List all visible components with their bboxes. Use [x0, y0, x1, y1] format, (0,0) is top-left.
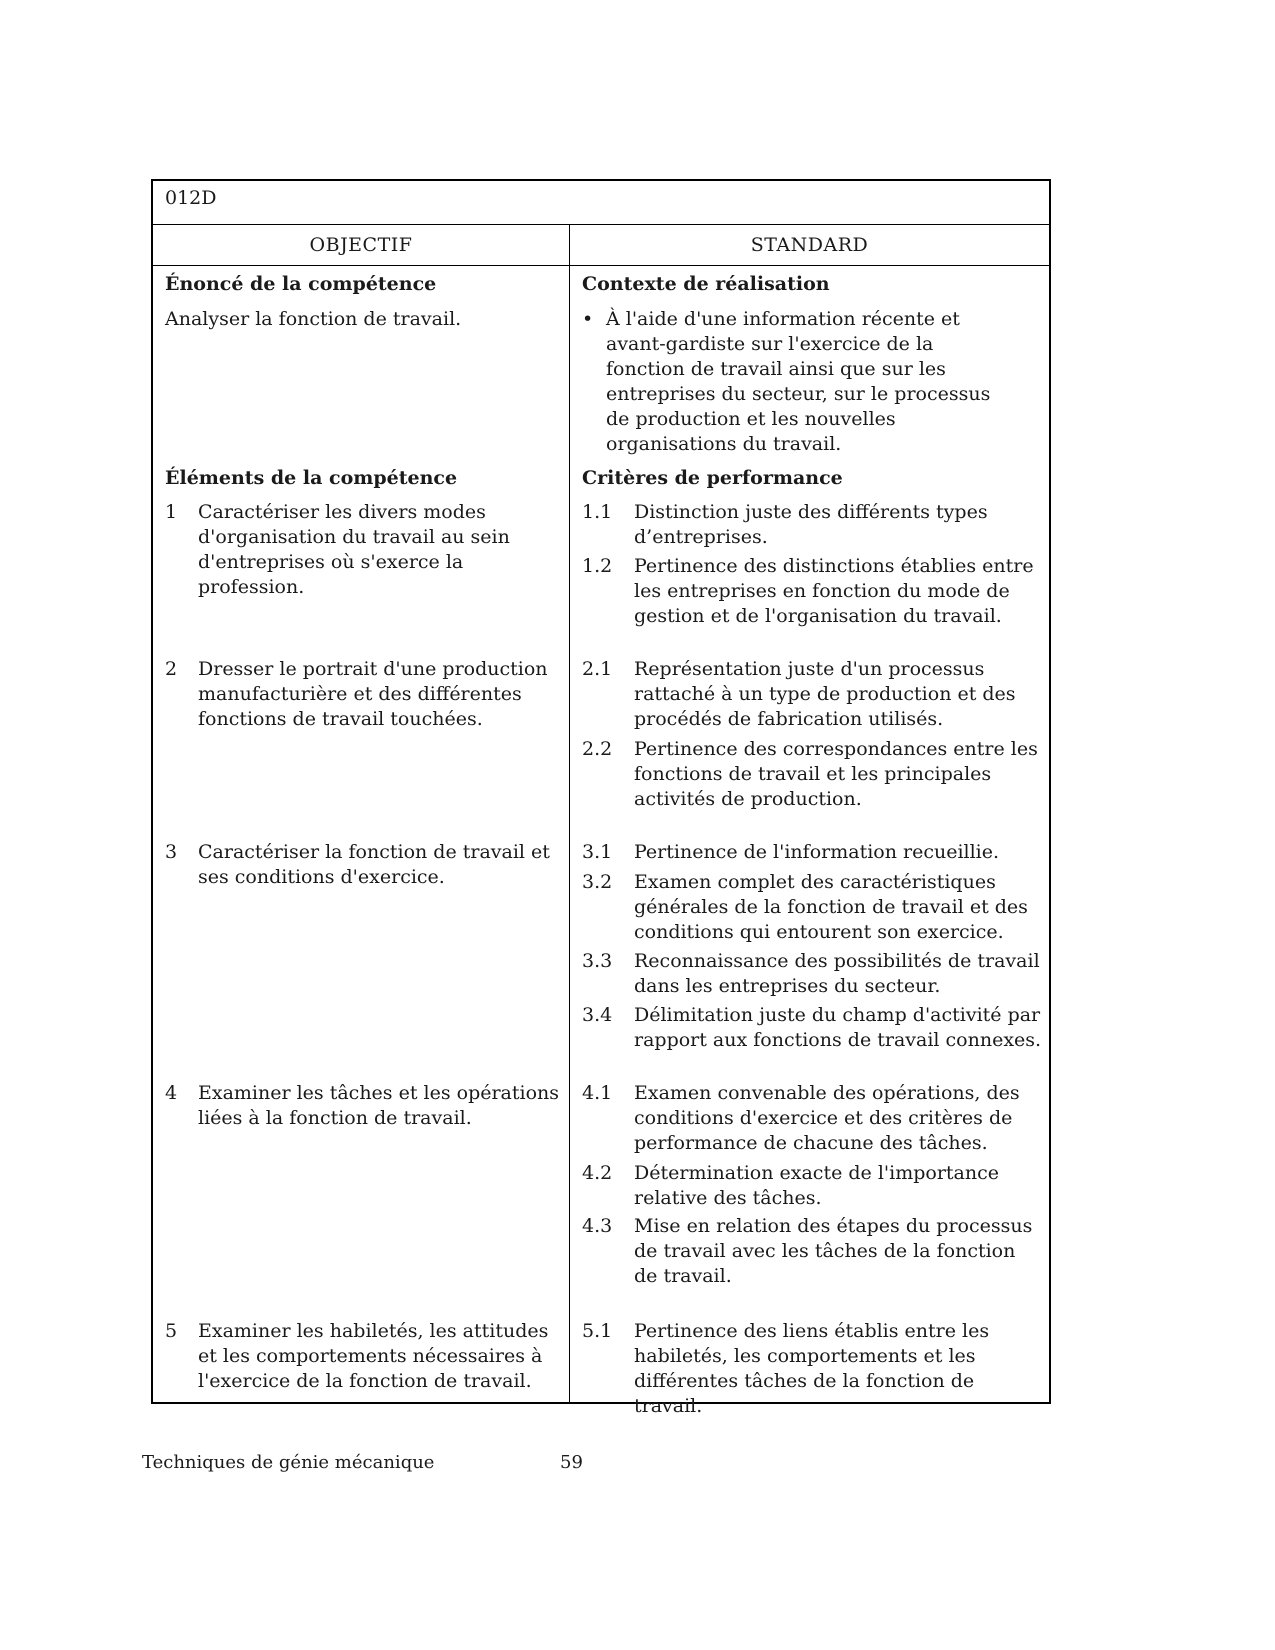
critere-text: Pertinence des liens établis entre les habiletés, les comportements et les différentes tâches de la fonction de travail. [634, 1320, 990, 1417]
critere-number: 3.2 [582, 871, 613, 893]
critere-text: Pertinence des distinctions établies entre les entreprises en fonction du mode de gestion et de l'organisation du travail. [634, 555, 1034, 627]
element-number: 3 [165, 841, 178, 863]
critere-number: 5.1 [582, 1320, 613, 1342]
critere-number: 4.3 [582, 1215, 613, 1237]
element-text: Examiner les habiletés, les attitudes et les comportements nécessaires à l'exercice de la fonction de travail. [198, 1320, 549, 1392]
element-item [165, 840, 561, 890]
critere-number: 1.2 [582, 555, 613, 577]
standard-column [570, 266, 1049, 1417]
element-item [165, 1319, 561, 1394]
standard-header: STANDARD [570, 225, 1049, 266]
critere-item [582, 949, 1043, 999]
critere-item [582, 554, 1043, 629]
critere-item [582, 1003, 1043, 1053]
criteres-title: Critères de performance [582, 467, 843, 489]
body-row [153, 266, 1049, 1417]
critere-number: 2.2 [582, 738, 613, 760]
critere-text: Représentation juste d'un processus rattaché à un type de production et des procédés de fabrication utilisés. [634, 658, 1016, 730]
element-text: Dresser le portrait d'une production manufacturière et des différentes fonctions de travail touchées. [198, 658, 548, 730]
critere-text: Détermination exacte de l'importance relative des tâches. [634, 1162, 999, 1209]
competency-code: 012D [153, 181, 1049, 225]
critere-item [582, 870, 1043, 945]
critere-item [582, 1214, 1043, 1289]
critere-item [582, 1319, 1043, 1419]
objectif-column [153, 266, 570, 1402]
critere-number: 4.1 [582, 1082, 613, 1104]
enonce-text: Analyser la fonction de travail. [165, 308, 462, 330]
critere-item [582, 657, 1043, 732]
critere-text: Mise en relation des étapes du processus de travail avec les tâches de la fonction de travail. [634, 1215, 1033, 1287]
footer-program: Techniques de génie mécanique [142, 1452, 435, 1473]
element-item [165, 500, 561, 600]
element-text: Examiner les tâches et les opérations liées à la fonction de travail. [198, 1082, 560, 1129]
element-item [165, 657, 561, 732]
element-text: Caractériser les divers modes d'organisation du travail au sein d'entreprises où s'exerce la profession. [198, 501, 510, 598]
critere-item [582, 840, 1043, 865]
critere-text: Reconnaissance des possibilités de travail dans les entreprises du secteur. [634, 950, 1040, 997]
header-row [153, 225, 1049, 266]
critere-number: 3.1 [582, 841, 613, 863]
critere-text: Examen complet des caractéristiques générales de la fonction de travail et des conditions qui entourent son exercice. [634, 871, 1028, 943]
critere-text: Pertinence de l'information recueillie. [634, 841, 1000, 863]
critere-number: 2.1 [582, 658, 613, 680]
element-text: Caractériser la fonction de travail et ses conditions d'exercice. [198, 841, 550, 888]
bullet-icon: • [582, 308, 594, 330]
critere-text: Distinction juste des différents types d’entreprises. [634, 501, 988, 548]
element-number: 4 [165, 1082, 178, 1104]
element-item [165, 1081, 561, 1131]
element-number: 5 [165, 1320, 178, 1342]
critere-item [582, 1161, 1043, 1211]
contexte-title: Contexte de réalisation [582, 273, 830, 295]
critere-number: 3.4 [582, 1004, 613, 1026]
critere-number: 3.3 [582, 950, 613, 972]
footer-page-number: 59 [560, 1452, 583, 1473]
element-number: 2 [165, 658, 178, 680]
critere-number: 1.1 [582, 501, 613, 523]
critere-item [582, 500, 1043, 550]
competency-table [151, 179, 1051, 1417]
enonce-title: Énoncé de la compétence [165, 273, 437, 295]
critere-item [582, 1081, 1043, 1156]
critere-item [582, 737, 1043, 812]
elements-title: Éléments de la compétence [165, 467, 458, 489]
critere-text: Examen convenable des opérations, des conditions d'exercice et des critères de performance de chacune des tâches. [634, 1082, 1020, 1154]
contexte-text: À l'aide d'une information récente et avant-gardiste sur l'exercice de la fonction de travail ainsi que sur les entreprises du secteur, sur le processus de production et les nouvelles organisations du travail. [606, 308, 991, 455]
objectif-header: OBJECTIF [153, 225, 570, 266]
critere-text: Délimitation juste du champ d'activité par rapport aux fonctions de travail connexes. [634, 1004, 1042, 1051]
element-number: 1 [165, 501, 178, 523]
critere-number: 4.2 [582, 1162, 613, 1184]
contexte-item [582, 307, 1037, 457]
critere-text: Pertinence des correspondances entre les fonctions de travail et les principales activités de production. [634, 738, 1038, 810]
